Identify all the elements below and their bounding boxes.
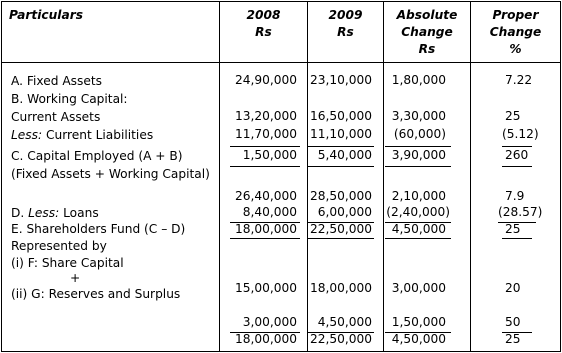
cell-2008: 26,40,000 — [234, 189, 297, 203]
cell-2009: 23,10,000 — [309, 73, 372, 87]
cell-absolute: 3,30,000 — [391, 109, 446, 123]
cell-2008: 15,00,000 — [234, 281, 297, 295]
header-divider — [2, 62, 560, 63]
underline — [308, 166, 374, 167]
cell-2009: 5,40,000 — [317, 148, 372, 162]
cell-percent: 25 — [505, 222, 521, 236]
cell-percent: 20 — [505, 281, 521, 295]
header-particulars: Particulars — [9, 8, 83, 22]
less-prefix: Less: — [11, 128, 43, 142]
header-2009-unit: Rs — [337, 25, 354, 39]
row-label: C. Capital Employed (A + B) — [11, 149, 183, 163]
cell-absolute: 1,50,000 — [391, 315, 446, 329]
cell-2009: 4,50,000 — [317, 315, 372, 329]
cell-absolute: 4,50,000 — [391, 332, 446, 346]
underline — [385, 238, 451, 239]
row-label: Represented by — [11, 239, 107, 253]
row-label-text: Current Liabilities — [42, 128, 154, 142]
cell-percent: 25 — [505, 332, 521, 346]
underline — [230, 146, 300, 147]
header-absolute-line3: Rs — [418, 42, 436, 56]
row-label — [11, 127, 153, 144]
cell-2008: 11,70,000 — [234, 127, 297, 141]
row-label: (i) F: Share Capital — [11, 256, 124, 270]
header-proper-line1: Proper — [492, 8, 539, 22]
cell-2008: 13,20,000 — [234, 109, 297, 123]
header-absolute-line2: Change — [401, 25, 453, 39]
cell-percent: 260 — [505, 148, 529, 162]
underline — [308, 146, 374, 147]
cell-2009: 22,50,000 — [309, 222, 372, 236]
cell-2008: 8,40,000 — [242, 205, 297, 219]
cell-2008: 18,00,000 — [234, 222, 297, 236]
header-2009 — [308, 7, 383, 41]
underline — [385, 166, 451, 167]
row-label: Current Assets — [11, 110, 101, 124]
column-divider — [219, 2, 220, 351]
cell-absolute: 2,10,000 — [391, 189, 446, 203]
less-prefix: Less: — [28, 206, 60, 220]
underline — [385, 146, 451, 147]
cell-absolute: 4,50,000 — [391, 222, 446, 236]
header-2009-year: 2009 — [328, 8, 363, 22]
column-divider — [307, 2, 308, 351]
cell-percent: 7.22 — [505, 73, 533, 87]
cell-percent: 25 — [505, 109, 521, 123]
cell-2009: 28,50,000 — [309, 189, 372, 203]
header-absolute-change — [384, 7, 470, 58]
underline — [230, 166, 300, 167]
cell-2009: 16,50,000 — [309, 109, 372, 123]
underline — [502, 238, 532, 239]
underline — [502, 146, 532, 147]
cell-2008: 1,50,000 — [242, 148, 297, 162]
cell-absolute: (2,40,000) — [386, 205, 450, 219]
cell-absolute: 1,80,000 — [391, 73, 446, 87]
financial-table — [1, 1, 561, 352]
row-label: A. Fixed Assets — [11, 74, 102, 88]
cell-2009: 22,50,000 — [309, 332, 372, 346]
row-label-text: Loans — [59, 206, 99, 220]
cell-2008: 3,00,000 — [242, 315, 297, 329]
cell-percent: 50 — [505, 315, 521, 329]
row-label: E. Shareholders Fund (C – D) — [11, 222, 186, 236]
cell-2009: 11,10,000 — [309, 127, 372, 141]
cell-percent: 7.9 — [505, 189, 525, 203]
row-label: (Fixed Assets + Working Capital) — [11, 167, 210, 181]
header-2008 — [220, 7, 307, 41]
row-label-text: D. — [11, 206, 29, 220]
header-proper-line3: % — [509, 42, 522, 56]
header-proper-line2: Change — [489, 25, 542, 39]
cell-absolute: 3,00,000 — [391, 281, 446, 295]
cell-2009: 18,00,000 — [309, 281, 372, 295]
cell-2008: 18,00,000 — [234, 332, 297, 346]
header-proper-change — [471, 7, 560, 58]
cell-2009: 6,00,000 — [317, 205, 372, 219]
row-label — [11, 205, 99, 222]
plus-sign: + — [70, 271, 81, 285]
underline — [308, 238, 374, 239]
cell-percent: (28.57) — [498, 205, 543, 219]
row-label: (ii) G: Reserves and Surplus — [11, 287, 181, 301]
underline — [230, 238, 300, 239]
header-2008-unit: Rs — [255, 25, 272, 39]
cell-2008: 24,90,000 — [234, 73, 297, 87]
header-2008-year: 2008 — [246, 8, 281, 22]
row-label: B. Working Capital: — [11, 92, 128, 106]
cell-absolute: (60,000) — [393, 127, 446, 141]
cell-absolute: 3,90,000 — [391, 148, 446, 162]
header-absolute-line1: Absolute — [396, 8, 458, 22]
cell-percent: (5.12) — [502, 127, 539, 141]
underline — [502, 166, 532, 167]
